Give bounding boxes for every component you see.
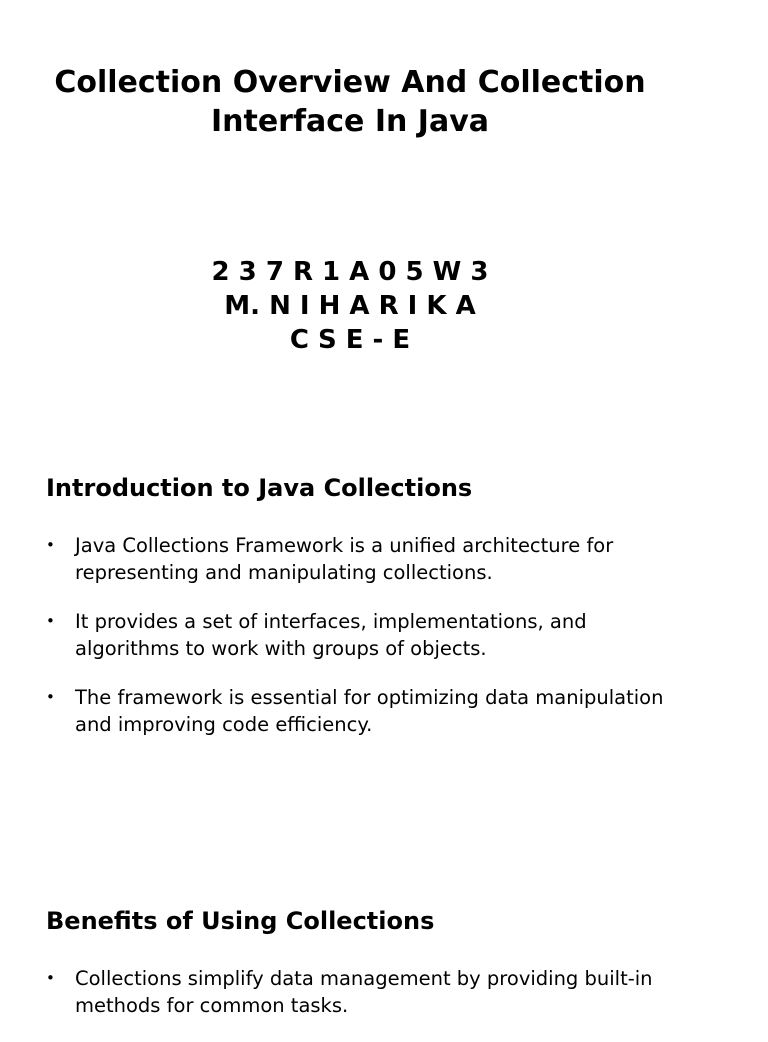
bullet-text-line: representing and manipulating collections. <box>75 560 493 584</box>
bullet-item <box>46 609 736 662</box>
bullet-text-line: and improving code efficiency. <box>75 712 373 736</box>
bullet-item <box>46 533 736 586</box>
bullet-text-line: Java Collections Framework is a unified architecture for <box>75 534 614 557</box>
bullet-dot-icon: • <box>46 612 55 630</box>
intro-slide <box>0 440 768 880</box>
roll-number: 2 3 7 R 1 A 0 5 W 3 <box>211 257 489 287</box>
bullet-item <box>46 685 736 738</box>
title-slide <box>0 0 768 440</box>
benefits-heading: Benefits of Using Collections <box>46 907 435 935</box>
benefits-slide <box>0 880 768 1024</box>
bullet-item <box>46 966 736 1019</box>
bullet-dot-icon: • <box>46 536 55 554</box>
student-name: M. N I H A R I K A <box>224 291 476 321</box>
bullet-text-line: The framework is essential for optimizing data manipulation <box>75 686 664 709</box>
bullet-text-line: methods for common tasks. <box>75 993 349 1017</box>
title-line-1: Collection Overview And Collection <box>54 65 646 100</box>
benefits-bullet-list <box>46 966 736 1042</box>
bullet-dot-icon: • <box>46 969 55 987</box>
bullet-text-line: It provides a set of interfaces, implementations, and <box>75 610 587 633</box>
title-line-2: Interface In Java <box>210 104 490 139</box>
bullet-text-line: algorithms to work with groups of objects. <box>75 636 487 660</box>
section-label: C S E - E <box>289 325 411 355</box>
presentation-title <box>0 63 700 141</box>
bullet-dot-icon: • <box>46 688 55 706</box>
author-info <box>0 255 700 357</box>
intro-bullet-list <box>46 533 736 761</box>
intro-heading: Introduction to Java Collections <box>46 474 473 502</box>
bullet-text-line: Collections simplify data management by providing built-in <box>75 967 653 990</box>
